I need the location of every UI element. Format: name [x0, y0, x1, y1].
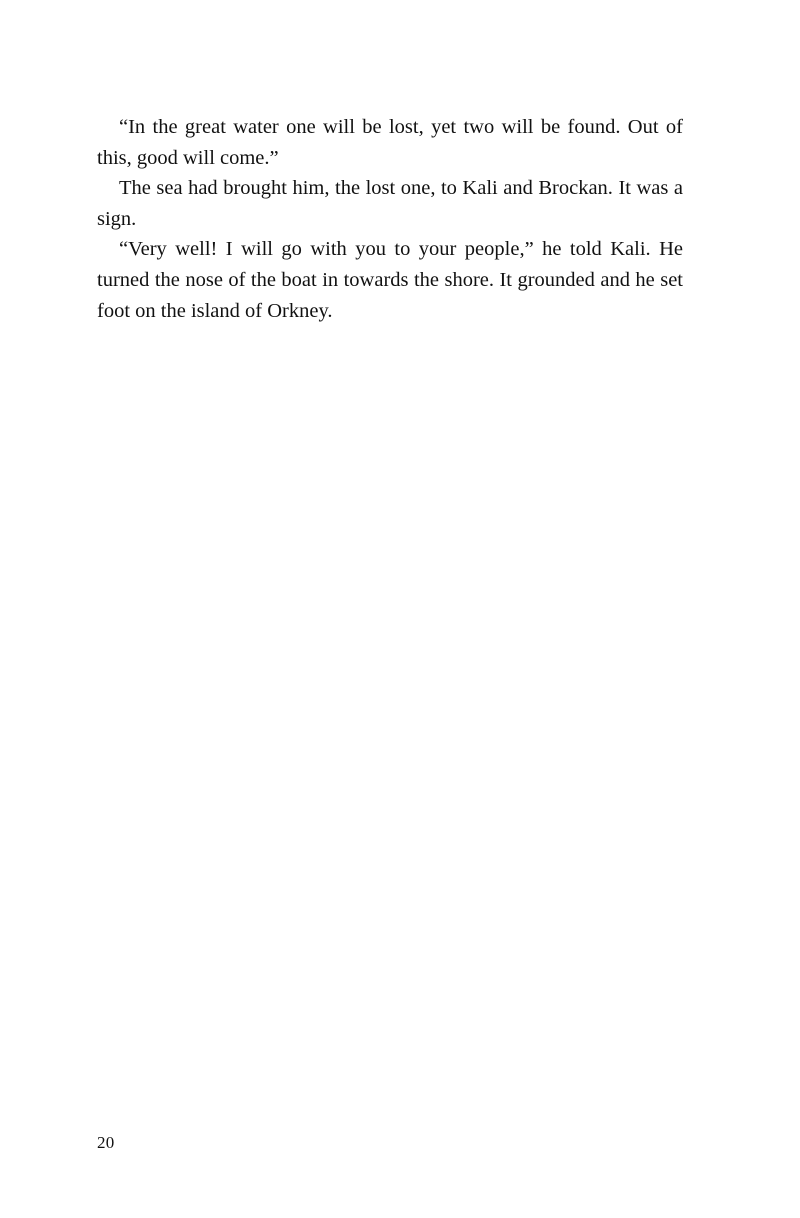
paragraph: “In the great water one will be lost, yet two will be found. Out of this, good will come.”	[97, 116, 683, 169]
paragraph: “Very well! I will go with you to your people,” he told Kali. He turned the nose of the boat in towards the shore. It grounded and he set foot on the island of Orkney.	[97, 238, 683, 322]
page-number: 20	[97, 1133, 115, 1152]
paragraph: The sea had brought him, the lost one, to Kali and Brockan. It was a sign.	[97, 177, 683, 230]
page-body-text	[97, 112, 683, 326]
